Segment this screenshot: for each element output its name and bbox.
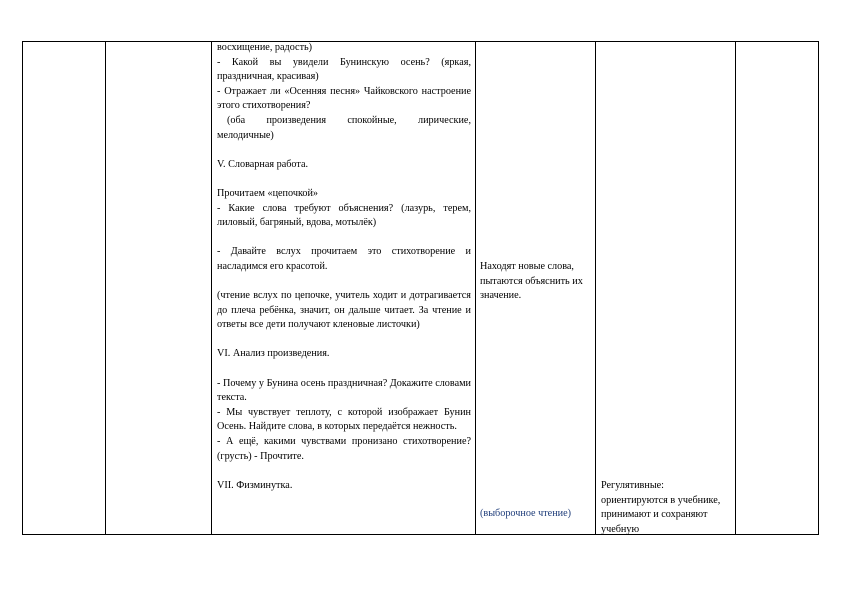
section-heading: VI. Анализ произведения. — [217, 348, 330, 360]
column-divider — [211, 41, 212, 535]
spacer — [217, 275, 471, 290]
question-paragraph: - Мы чувствует теплоту, с которой изображает Бунин Осень. Найдите слова, в которых передаётся нежность. — [217, 406, 471, 433]
section-heading: V. Словарная работа. — [217, 158, 309, 170]
column-divider — [595, 41, 596, 535]
spacer — [217, 231, 471, 246]
column-divider — [475, 41, 476, 535]
question-paragraph: - Какие слова требуют объяснения? (лазурь, терем, лиловый, багряный, вдова, мотылёк) — [217, 202, 471, 229]
lesson-content-cell — [217, 41, 471, 493]
instruction-paragraph: - Давайте вслух прочитаем это стихотворение и насладимся его красотой. — [217, 246, 471, 272]
column-divider — [22, 41, 23, 535]
question-paragraph: - А ещё, какими чувствами пронизано стихотворение? (грусть) - Прочтите. — [217, 436, 471, 462]
question-paragraph: - Какой вы увидели Бунинскую осень? (яркая, праздничная, красивая) — [217, 56, 471, 83]
text-line: восхищение, радость) — [217, 42, 313, 53]
answer-paragraph: (оба произведения спокойные, лирические, мелодичные) — [217, 114, 471, 141]
spacer — [217, 143, 471, 158]
column-divider — [818, 41, 819, 535]
table-bottom-border — [22, 534, 819, 535]
spacer — [217, 172, 471, 187]
column-divider — [735, 41, 736, 535]
spacer — [217, 362, 471, 377]
uud-text: Регулятивные: ориентируются в учебнике, принимают и сохраняют учебную — [601, 480, 721, 534]
reading-note-cell — [480, 507, 594, 522]
question-paragraph: - Почему у Бунина осень праздничная? Докажите словами текста. — [217, 377, 471, 404]
uud-cell — [601, 479, 729, 534]
section-heading: VII. Физминутка. — [217, 479, 293, 491]
student-activity-cell — [480, 260, 590, 304]
spacer — [217, 333, 471, 348]
question-paragraph: - Отражает ли «Осенняя песня» Чайковского настроение этого стихотворения? — [217, 85, 471, 112]
note-paragraph: (чтение вслух по цепочке, учитель ходит и дотрагивается до плеча ребёнка, значит, он дальше читает. За чтение и ответы все дети получают кленовые листочки) — [217, 290, 471, 331]
text-line: Прочитаем «цепочкой» — [217, 187, 319, 199]
spacer — [217, 464, 471, 479]
student-activity-text: Находят новые слова, пытаются объяснить их значение. — [480, 261, 583, 302]
reading-note-text: (выборочное чтение) — [480, 508, 572, 519]
column-divider — [105, 41, 106, 535]
